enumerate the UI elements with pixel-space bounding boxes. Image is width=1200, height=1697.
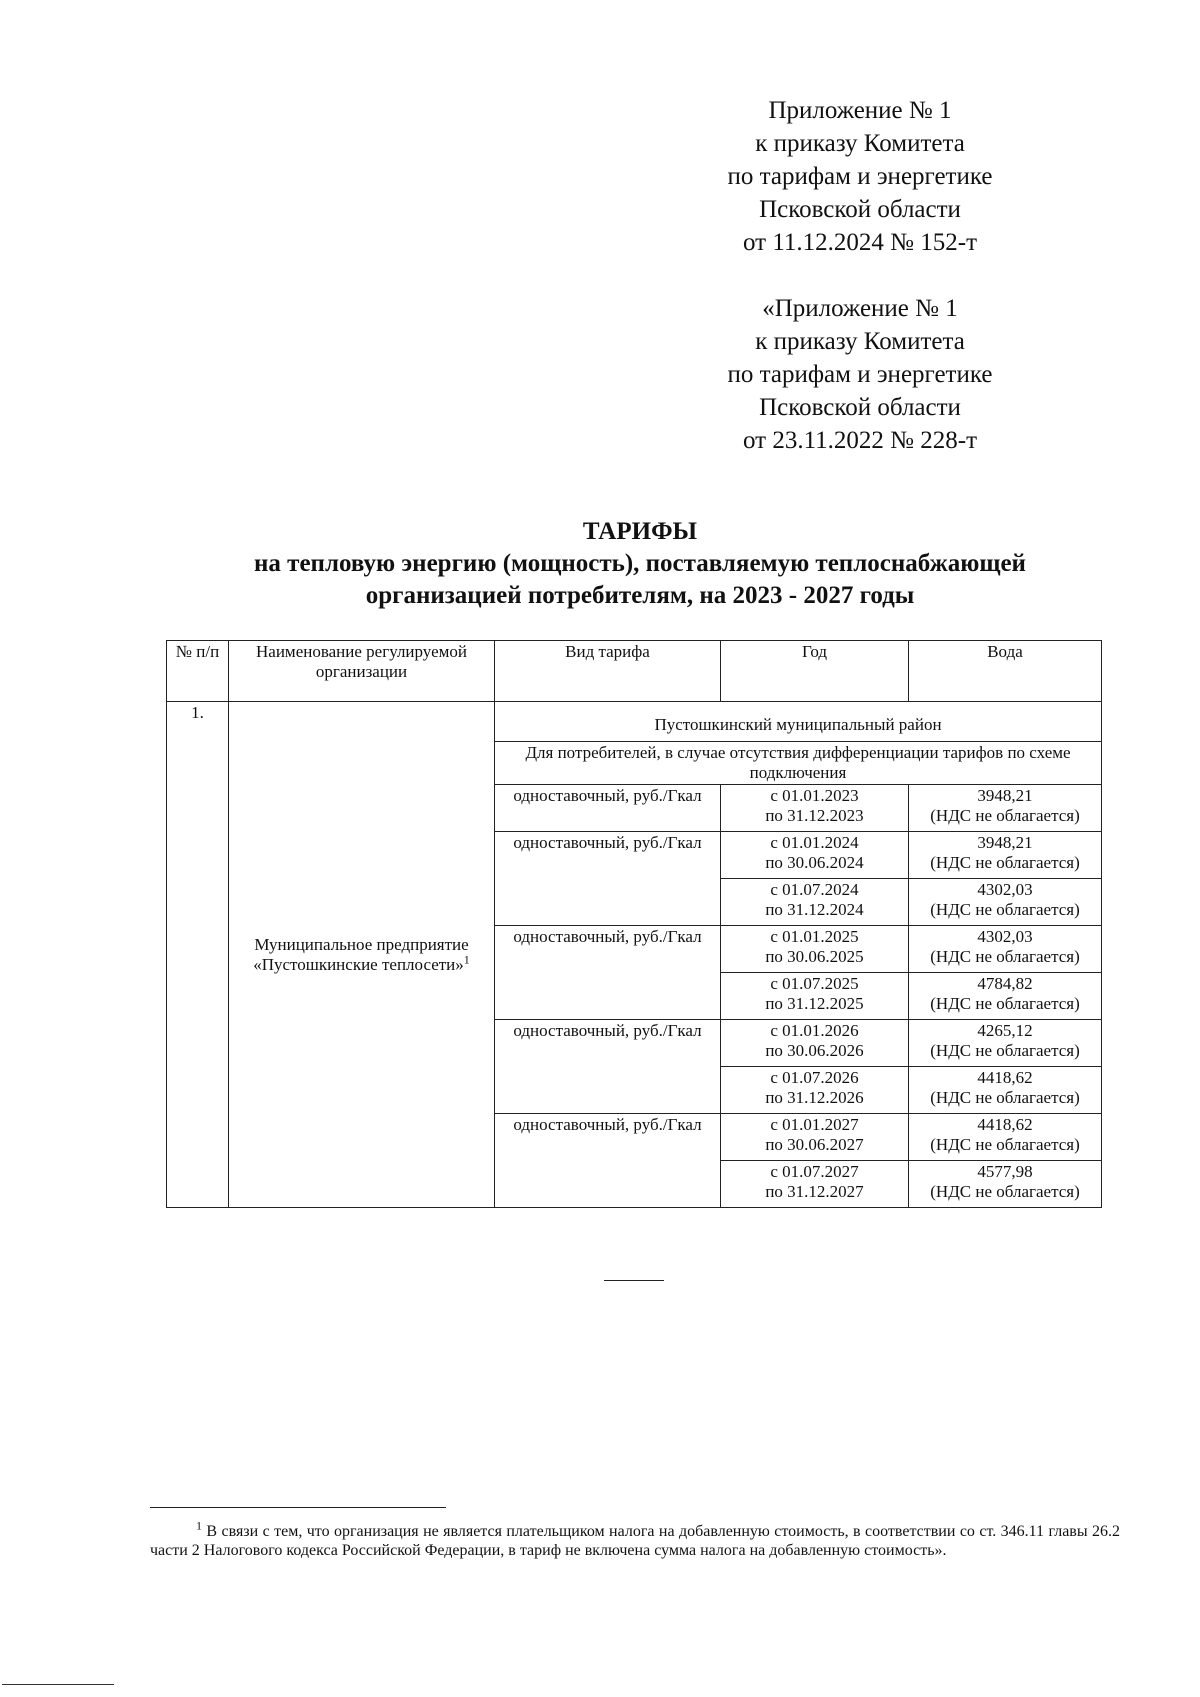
period-cell <box>721 1067 909 1114</box>
value-cell <box>909 832 1102 879</box>
tariff-value: 4784,82 <box>977 974 1033 993</box>
tariff-value: 4418,62 <box>977 1068 1033 1087</box>
footnote-mark: 1 <box>196 1518 202 1533</box>
footnote <box>150 1518 1121 1560</box>
appendix-header-current <box>700 94 1020 259</box>
tariff-type-cell: одноставочный, руб./Гкал <box>495 1114 721 1208</box>
tariff-value: 3948,21 <box>977 786 1033 805</box>
tariff-value: 4577,98 <box>977 1162 1033 1181</box>
appendix-line: Псковской области <box>759 394 961 421</box>
period-from: с 01.01.2024 <box>770 833 859 852</box>
period-to: по 31.12.2026 <box>765 1088 864 1107</box>
value-cell <box>909 1161 1102 1208</box>
header-tariff-type: Вид тарифа <box>495 641 721 702</box>
period-from: с 01.01.2023 <box>770 786 859 805</box>
header-num: № п/п <box>167 641 229 702</box>
tariff-type-cell: одноставочный, руб./Гкал <box>495 1020 721 1114</box>
table-row <box>167 702 1102 742</box>
appendix-line: Псковской области <box>759 196 961 223</box>
period-to: по 31.12.2025 <box>765 994 864 1013</box>
period-from: с 01.01.2027 <box>770 1115 859 1134</box>
end-separator-line <box>604 1280 664 1281</box>
period-to: по 30.06.2025 <box>765 947 864 966</box>
appendix-line: «Приложение № 1 <box>762 295 958 322</box>
period-cell <box>721 785 909 832</box>
vat-note: (НДС не облагается) <box>930 1182 1080 1201</box>
period-cell <box>721 1114 909 1161</box>
tariff-type-cell: одноставочный, руб./Гкал <box>495 785 721 832</box>
tariff-value: 4302,03 <box>977 880 1033 899</box>
period-cell <box>721 926 909 973</box>
tariff-value: 3948,21 <box>977 833 1033 852</box>
period-from: с 01.01.2025 <box>770 927 859 946</box>
period-cell <box>721 879 909 926</box>
appendix-header-original <box>700 292 1020 457</box>
value-cell <box>909 926 1102 973</box>
period-to: по 30.06.2027 <box>765 1135 864 1154</box>
vat-note: (НДС не облагается) <box>930 1088 1080 1107</box>
appendix-line: по тарифам и энергетике <box>727 361 993 388</box>
org-name-cell <box>229 702 495 1208</box>
period-from: с 01.07.2024 <box>770 880 859 899</box>
title-line: на тепловую энергию (мощность), поставляемую теплоснабжающей <box>254 550 1026 577</box>
margin-line <box>2 1684 114 1685</box>
period-cell <box>721 832 909 879</box>
value-cell <box>909 1067 1102 1114</box>
value-cell <box>909 1114 1102 1161</box>
period-from: с 01.07.2027 <box>770 1162 859 1181</box>
district-cell: Пустошкинский муниципальный район <box>495 702 1102 742</box>
footnote-rule <box>150 1507 446 1508</box>
period-from: с 01.01.2026 <box>770 1021 859 1040</box>
tariff-value: 4302,03 <box>977 927 1033 946</box>
period-to: по 31.12.2023 <box>765 806 864 825</box>
title-line: ТАРИФЫ <box>582 518 698 545</box>
tariff-type-cell: одноставочный, руб./Гкал <box>495 926 721 1020</box>
period-to: по 31.12.2024 <box>765 900 864 919</box>
condition-cell: Для потребителей, в случае отсутствия дифференциации тарифов по схеме подключения <box>495 742 1102 785</box>
vat-note: (НДС не облагается) <box>930 1041 1080 1060</box>
row-number: 1. <box>167 702 229 1208</box>
value-cell <box>909 1020 1102 1067</box>
period-from: с 01.07.2026 <box>770 1068 859 1087</box>
tariff-value: 4418,62 <box>977 1115 1033 1134</box>
value-cell <box>909 785 1102 832</box>
vat-note: (НДС не облагается) <box>930 994 1080 1013</box>
title-line: организацией потребителям, на 2023 - 2027 годы <box>365 582 915 609</box>
footnote-text: В связи с тем, что организация не является плательщиком налога на добавленную стоимость, в соответствии со ст. 346.11 главы 26.2 части 2 Налогового кодекса Российской Федерации, в тариф не включена сумма налога на добавленную стоимость». <box>150 1523 1121 1559</box>
appendix-line: Приложение № 1 <box>768 97 952 124</box>
period-to: по 30.06.2026 <box>765 1041 864 1060</box>
tariff-table <box>166 640 1102 1208</box>
document-title <box>160 516 1120 612</box>
appendix-line: к приказу Комитета <box>755 328 965 355</box>
period-cell <box>721 1020 909 1067</box>
appendix-line: к приказу Комитета <box>755 130 965 157</box>
appendix-line: от 11.12.2024 № 152-т <box>742 229 978 256</box>
org-footnote-mark: 1 <box>463 951 470 966</box>
vat-note: (НДС не облагается) <box>930 1135 1080 1154</box>
period-to: по 30.06.2024 <box>765 853 864 872</box>
vat-note: (НДС не облагается) <box>930 853 1080 872</box>
value-cell <box>909 973 1102 1020</box>
vat-note: (НДС не облагается) <box>930 806 1080 825</box>
header-water: Вода <box>909 641 1102 702</box>
period-to: по 31.12.2027 <box>765 1182 864 1201</box>
tariff-type-cell: одноставочный, руб./Гкал <box>495 832 721 926</box>
org-name: Муниципальное предприятие «Пустошкинские теплосети» <box>253 934 469 974</box>
vat-note: (НДС не облагается) <box>930 947 1080 966</box>
tariff-value: 4265,12 <box>977 1021 1033 1040</box>
table-header-row <box>167 641 1102 702</box>
appendix-line: от 23.11.2022 № 228-т <box>742 427 978 454</box>
appendix-line: по тарифам и энергетике <box>727 163 993 190</box>
period-cell <box>721 1161 909 1208</box>
header-org: Наименование регулируемой организации <box>229 641 495 702</box>
header-year: Год <box>721 641 909 702</box>
period-from: с 01.07.2025 <box>770 974 859 993</box>
period-cell <box>721 973 909 1020</box>
value-cell <box>909 879 1102 926</box>
vat-note: (НДС не облагается) <box>930 900 1080 919</box>
